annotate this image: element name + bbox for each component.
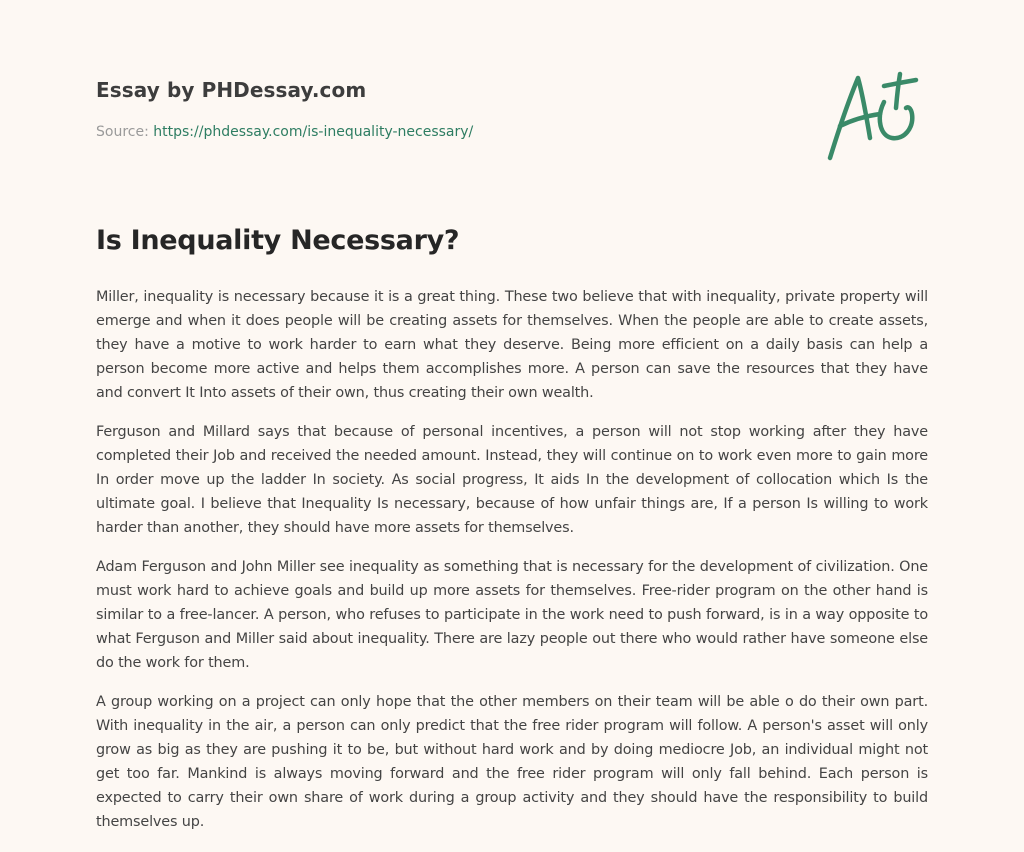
source-label: Source: bbox=[96, 124, 149, 140]
site-title: Essay by PHDessay.com bbox=[96, 78, 367, 102]
essay-title: Is Inequality Necessary? bbox=[96, 225, 460, 256]
essay-body bbox=[96, 285, 928, 849]
a-plus-grade-icon bbox=[818, 62, 930, 168]
essay-paragraph: Adam Ferguson and John Miller see inequality as something that is necessary for the development of civilization. One must work hard to achieve goals and build up more assets for themselves. Free-rider program on the other hand is similar to a free-lancer. A person, who refuses to participate in the work need to push forward, is in a way opposite to what Ferguson and Miller said about inequality. There are lazy people out there who would rather have someone else do the work for them. bbox=[96, 559, 928, 671]
essay-paragraph: A group working on a project can only hope that the other members on their team will be able o do their own part. With inequality in the air, a person can only predict that the free rider program will follow. A person's asset will only grow as big as they are pushing it to be, but without hard work and by doing mediocre Job, an individual might not get too far. Mankind is always moving forward and the free rider program will only fall behind. Each person is expected to carry their own share of work during a group activity and they should have the responsibility to build themselves up. bbox=[96, 694, 928, 830]
essay-paragraph: Ferguson and Millard says that because of personal incentives, a person will not stop working after they have completed their Job and received the needed amount. Instead, they will continue on to work even more to gain more In order move up the ladder In society. As social progress, It aids In the development of collocation which Is the ultimate goal. I believe that Inequality Is necessary, because of how unfair things are, If a person Is willing to work harder than another, they should have more assets for themselves. bbox=[96, 424, 928, 536]
essay-paragraph: Miller, inequality is necessary because it is a great thing. These two believe that with inequality, private property will emerge and when it does people will be creating assets for themselves. When the people are able to create assets, they have a motive to work harder to earn what they deserve. Being more efficient on a daily basis can help a person become more active and helps them accomplishes more. A person can save the resources that they have and convert It Into assets of their own, thus creating their own wealth. bbox=[96, 289, 928, 401]
source-link[interactable]: https://phdessay.com/is-inequality-necessary/ bbox=[153, 124, 474, 140]
source-line bbox=[96, 124, 473, 140]
